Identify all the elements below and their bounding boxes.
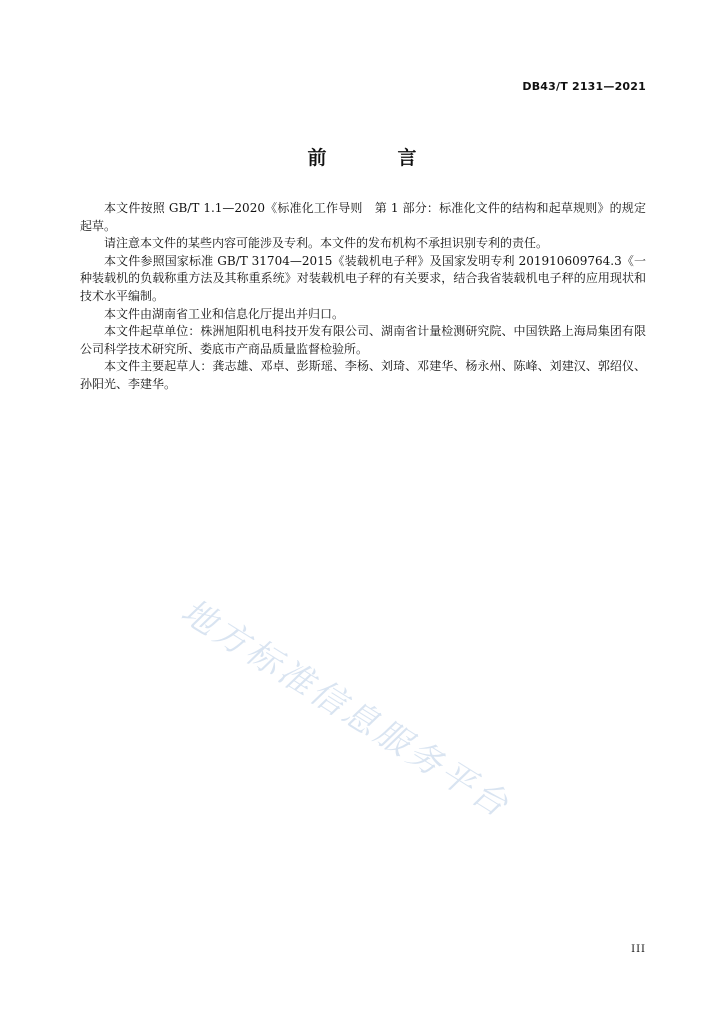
watermark: 地方标准信息服务平台 (174, 591, 518, 827)
foreword-body (80, 200, 646, 394)
page-number: III (631, 944, 646, 955)
paragraph-drafting-rules: 本文件按照 GB/T 1.1—2020《标准化工作导则 第 1 部分：标准化文件的结构和起草规则》的规定起草。 (80, 201, 646, 233)
paragraph-references: 本文件参照国家标准 GB/T 31704—2015《装载机电子秤》及国家发明专利 201910609764.3《一种装载机的负载称重方法及其称重系统》对装载机电子秤的有关要求，结合我省装载机电子秤的应用现状和技术水平编制。 (80, 253, 646, 303)
paragraph-drafters: 本文件主要起草人：龚志雄、邓卓、彭斯瑶、李杨、刘琦、邓建华、杨永州、陈峰、刘建汉、郭绍仪、孙阳光、李建华。 (80, 359, 646, 391)
standard-code: DB43/T 2131—2021 (522, 80, 646, 93)
page-title: 前 言 (307, 147, 443, 169)
paragraph-drafting-units: 本文件起草单位：株洲旭阳机电科技开发有限公司、湖南省计量检测研究院、中国铁路上海局集团有限公司科学技术研究所、娄底市产商品质量监督检验所。 (80, 324, 646, 356)
paragraph-proposer: 本文件由湖南省工业和信息化厅提出并归口。 (104, 306, 345, 321)
paragraph-patent-notice: 请注意本文件的某些内容可能涉及专利。本文件的发布机构不承担识别专利的责任。 (104, 236, 549, 251)
